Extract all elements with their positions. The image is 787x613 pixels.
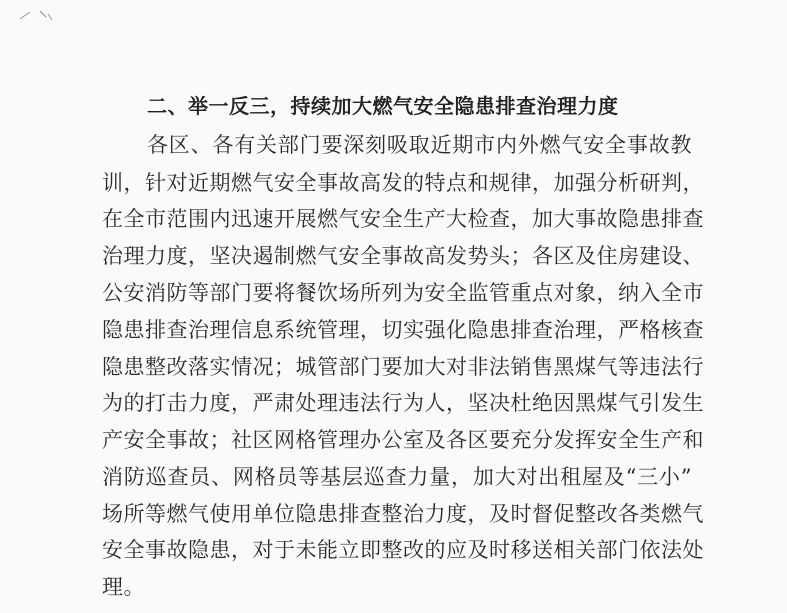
paragraph-line: 隐患排查治理信息系统管理，切实强化隐患排查治理，严格核查 — [102, 318, 704, 342]
paragraph-line: 理。 — [102, 575, 145, 599]
paragraph-line: 安全事故隐患，对于未能立即整改的应及时移送相关部门依法处 — [102, 538, 704, 562]
paragraph-line: 训，针对近期燃气安全事故高发的特点和规律，加强分析研判， — [102, 171, 704, 195]
paragraph-line: 场所等燃气使用单位隐患排查整治力度，及时督促整改各类燃气 — [102, 502, 704, 526]
paragraph-line: 在全市范围内迅速开展燃气安全生产大检查，加大事故隐患排查 — [102, 207, 704, 231]
paragraph-line: 各区、各有关部门要深刻吸取近期市内外燃气安全事故教 — [147, 133, 692, 157]
paragraph-line: 消防巡查员、网格员等基层巡查力量，加大对出租屋及“三小” — [102, 465, 692, 489]
paragraph-line: 产安全事故；社区网格管理办公室及各区要充分发挥安全生产和 — [102, 428, 704, 452]
section-heading: 二、举一反三，持续加大燃气安全隐患排查治理力度 — [147, 94, 619, 118]
paragraph-line: 治理力度，坚决遏制燃气安全事故高发势头；各区及住房建设、 — [102, 244, 704, 268]
paragraph-line: 公安消防等部门要将餐饮场所列为安全监管重点对象，纳入全市 — [102, 281, 704, 305]
paragraph-line: 为的打击力度，严肃处理违法行为人，坚决杜绝因黑煤气引发生 — [102, 391, 704, 415]
paragraph-line: 隐患整改落实情况；城管部门要加大对非法销售黑煤气等违法行 — [102, 355, 704, 379]
